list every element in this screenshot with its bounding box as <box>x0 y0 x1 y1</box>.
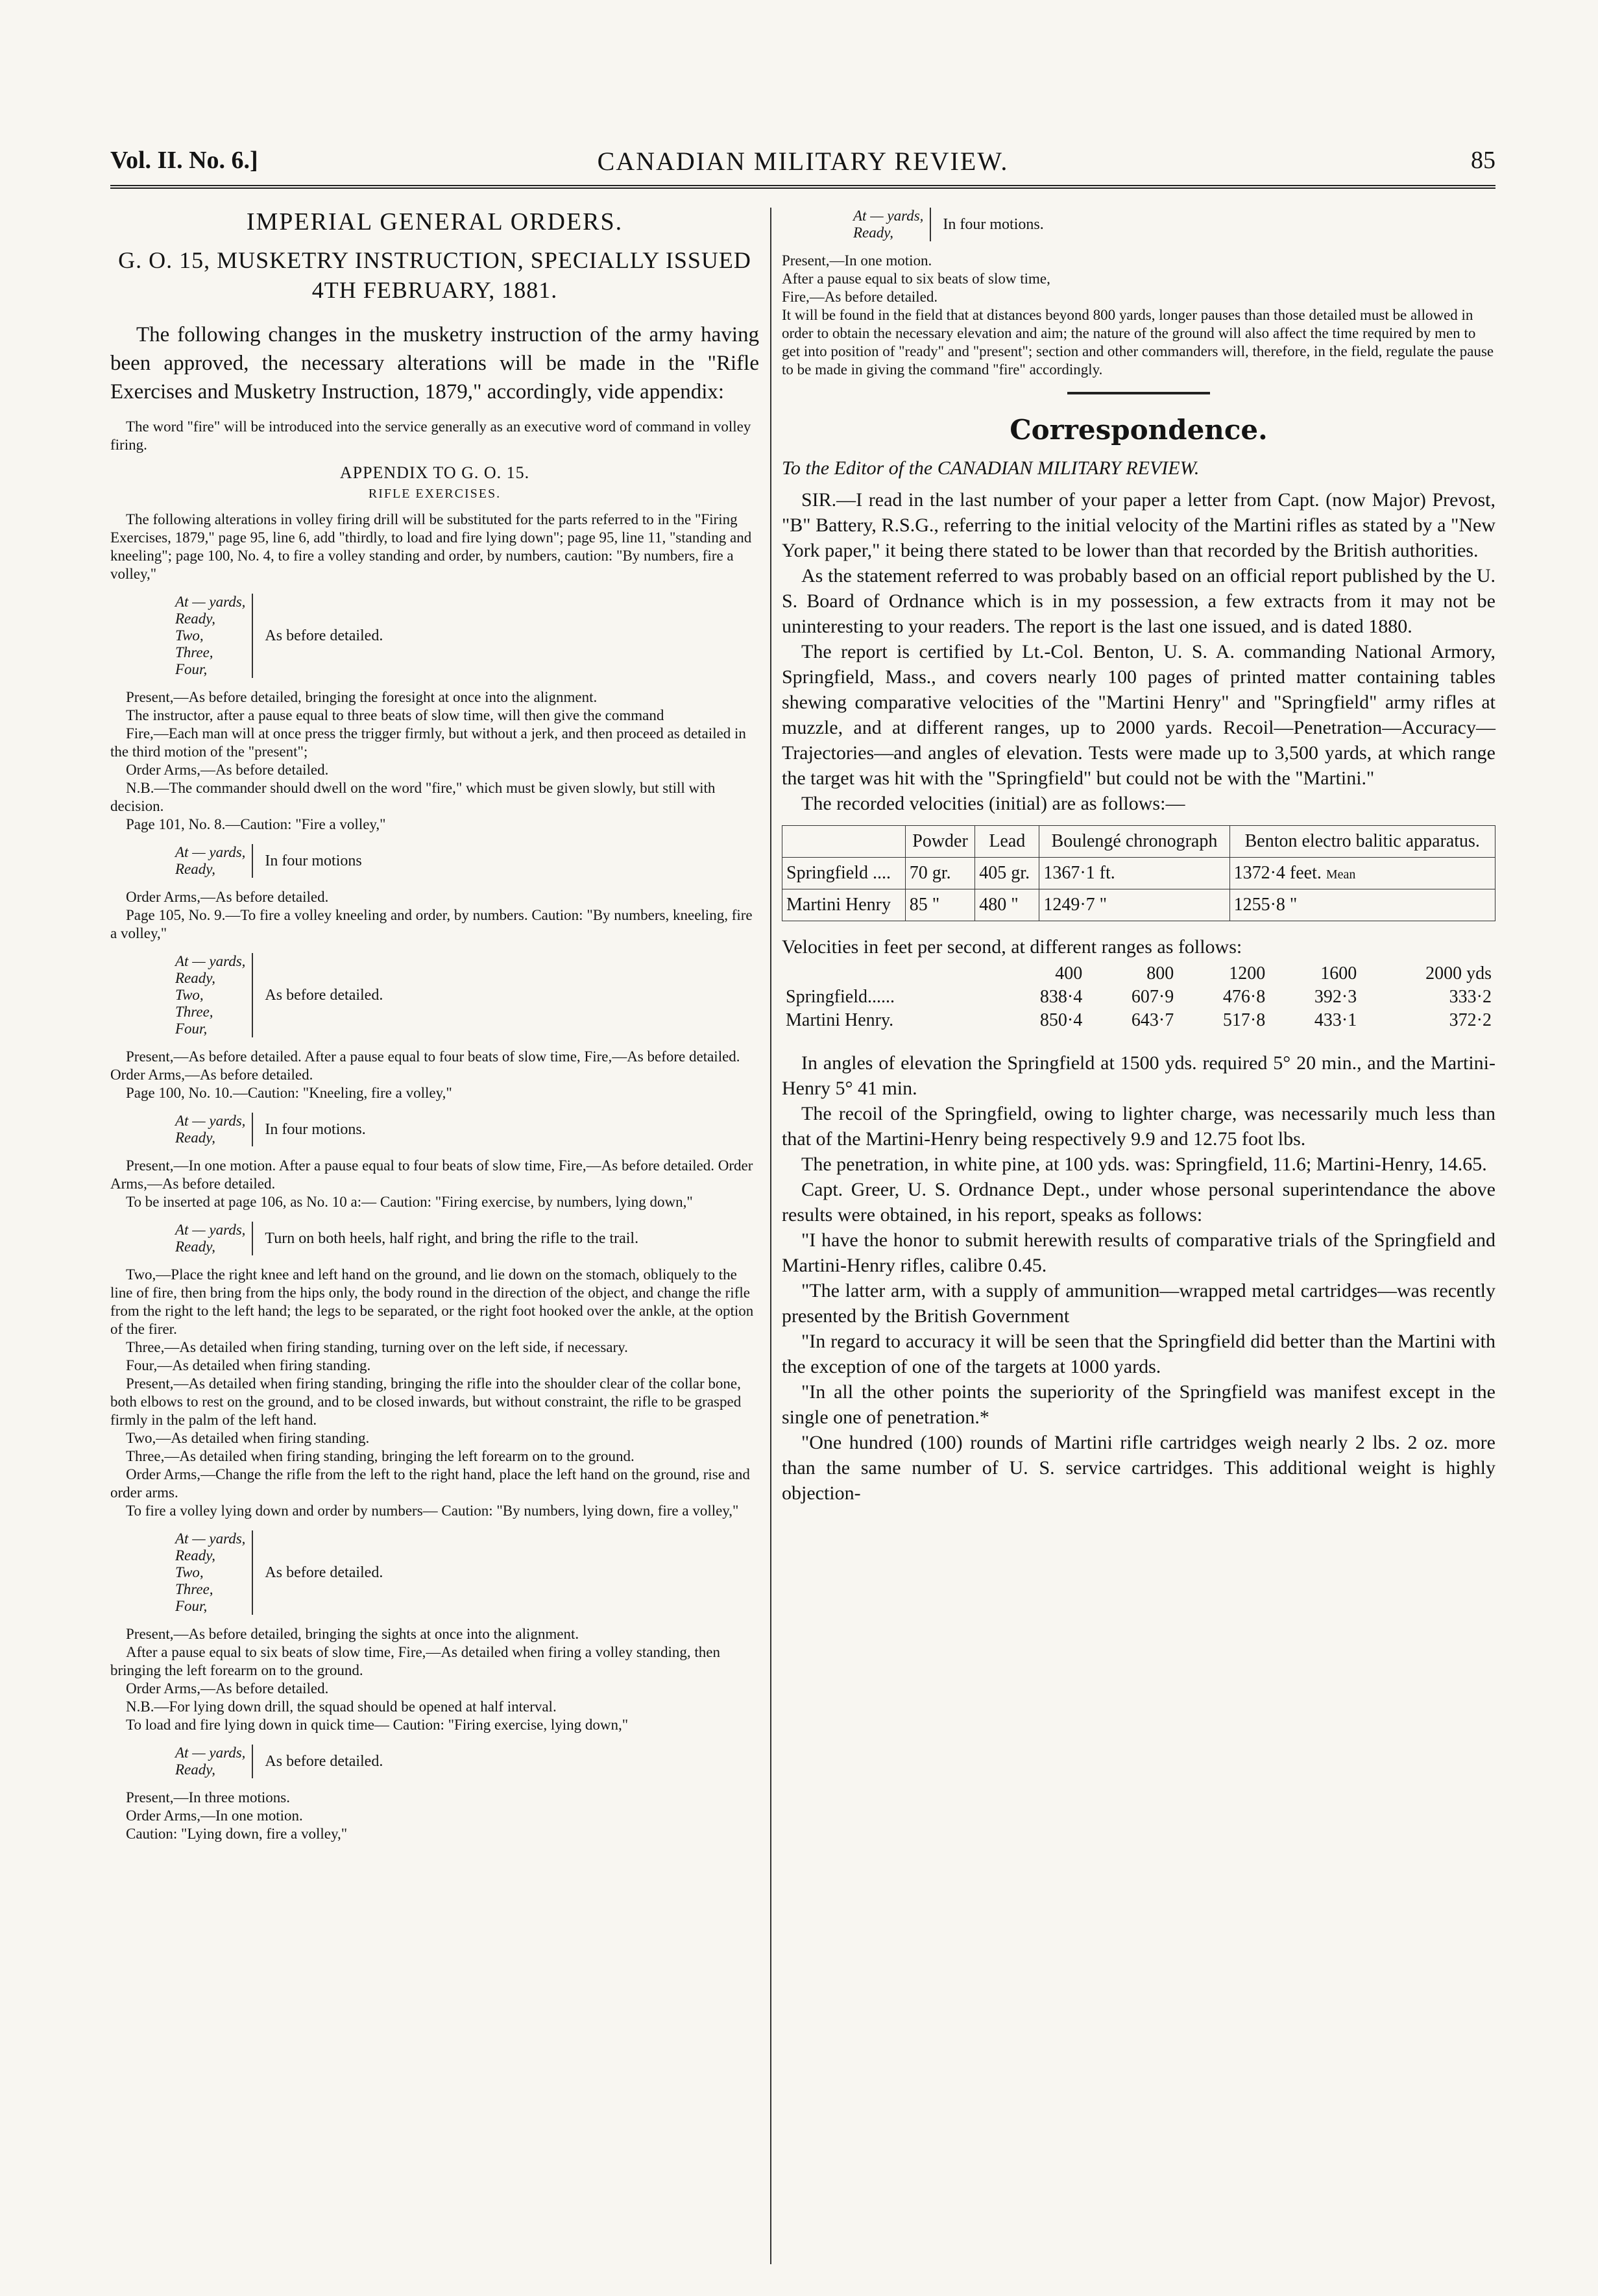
command-line: Ready, <box>175 1130 215 1146</box>
command-line: Two, <box>175 627 204 644</box>
table-header: 1200 <box>1229 963 1266 984</box>
letter-paragraph: "In regard to accuracy it will be seen that the Springfield did better than the Martini with the exception of one of the targets at 1000 yards. <box>782 1331 1495 1377</box>
paragraph: Present,—As before detailed. After a pause equal to four beats of slow time, Fire,—As before detailed. Order Arms,—As before detailed. <box>110 1048 740 1083</box>
command-note: In four motions. <box>943 215 1044 233</box>
table-cell: 850·4 <box>1039 1010 1083 1030</box>
letter-paragraph: "In all the other points the superiority of the Springfield was manifest except in the single one of penetration.* <box>782 1381 1495 1428</box>
command-line: Three, <box>175 644 213 660</box>
paragraph: Present,—In one motion. <box>782 252 932 269</box>
command-line: Ready, <box>175 1547 215 1564</box>
table-cell: 643·7 <box>1131 1010 1174 1030</box>
table-cell: 333·2 <box>1449 987 1492 1007</box>
left-column <box>110 208 759 1843</box>
table-header: 2000 yds <box>1425 963 1492 984</box>
table-cell: 392·3 <box>1314 987 1357 1007</box>
paragraph: Fire,—Each man will at once press the trigger firmly, but without a jerk, and then proceed as detailed in the third motion of the "present"; <box>110 725 746 760</box>
page-number: 85 <box>1471 147 1495 174</box>
table-cell: 476·8 <box>1222 987 1266 1007</box>
table-header: Lead <box>975 826 1039 858</box>
paragraph: Fire,—As before detailed. <box>782 289 938 305</box>
command-line: At — yards, <box>175 594 246 610</box>
command-lines <box>175 1113 253 1146</box>
table-row <box>782 1009 1495 1032</box>
table-cell: Springfield...... <box>786 987 895 1007</box>
command-lines <box>175 1530 253 1615</box>
table-cell: 480 " <box>975 889 1039 921</box>
journal-title: CANADIAN MILITARY REVIEW. <box>597 147 1009 176</box>
command-block <box>175 1222 759 1255</box>
paragraph: Order Arms,—As before detailed. <box>126 762 329 778</box>
table-header: 800 <box>1146 963 1174 984</box>
command-line: At — yards, <box>175 1113 246 1129</box>
table-header-row <box>782 826 1495 858</box>
paragraph: Order Arms,—As before detailed. <box>126 889 329 905</box>
paragraph: Order Arms,—Change the rifle from the left to the right hand, place the left hand on the ground, rise and order arms. <box>110 1466 750 1501</box>
paragraph: Present,—In one motion. After a pause equal to four beats of slow time, Fire,—As before detailed. Order Arms,—As before detailed. <box>110 1157 753 1192</box>
letter-paragraph: SIR.—I read in the last number of your paper a letter from Capt. (now Major) Prevost, "B" Battery, R.S.G., referring to the initial velocity of the Martini rifles as stated by a "New York paper," it being there stated to be lower than that recorded by the British authorities. <box>782 489 1495 561</box>
command-block <box>853 208 1495 241</box>
table-header: Powder <box>905 826 975 858</box>
table-cell: 1249·7 " <box>1039 889 1229 921</box>
paragraph: To be inserted at page 106, as No. 10 a:— Caution: "Firing exercise, by numbers, lying down," <box>126 1194 693 1210</box>
running-header <box>110 139 1495 189</box>
paragraph: It will be found in the field that at distances beyond 800 yards, longer pauses than those detailed must be allowed in order to obtain the necessary elevation and aim; the nature of the ground will also affect the time required by men to get into position of "ready" and "present"; section and other commanders will, therefore, in the field, regulate the pause to be made in giving the command "fire" accordingly. <box>782 307 1494 378</box>
paragraph: Present,—As detailed when firing standing, bringing the rifle into the shoulder clear of the collar bone, both elbows to rest on the ground, and to be closed inwards, but without constraint, the rifle to be grasped firmly in the palm of the left hand. <box>110 1375 742 1428</box>
paragraph: Present,—In three motions. <box>126 1789 290 1806</box>
paragraph: Four,—As detailed when firing standing. <box>126 1357 371 1373</box>
range-velocity-table <box>782 962 1495 1032</box>
paragraph: Two,—As detailed when firing standing. <box>126 1430 370 1446</box>
paragraph: After a pause equal to six beats of slow time, <box>782 271 1050 287</box>
table-header: 1600 <box>1320 963 1357 984</box>
paragraph: After a pause equal to six beats of slow time, Fire,—As detailed when firing a volley standing, then bringing the left forearm on to the ground. <box>110 1644 720 1678</box>
paragraph: Three,—As detailed when firing standing, turning over on the left side, if necessary. <box>126 1339 628 1355</box>
table-cell: Martini Henry. <box>786 1010 894 1030</box>
table-cell: 607·9 <box>1131 987 1174 1007</box>
command-note: As before detailed. <box>265 1564 383 1581</box>
command-lines <box>175 594 253 678</box>
table-cell: 1367·1 ft. <box>1039 858 1229 889</box>
command-line: Ready, <box>175 861 215 877</box>
command-note: As before detailed. <box>265 986 383 1004</box>
command-line: Three, <box>175 1581 213 1597</box>
table-header: 400 <box>1055 963 1083 984</box>
table-cell: 1255·8 " <box>1229 889 1495 921</box>
command-line: Four, <box>175 661 208 677</box>
command-line: At — yards, <box>853 208 924 224</box>
paragraph: N.B.—For lying down drill, the squad should be opened at half interval. <box>126 1698 557 1715</box>
letter-paragraph: In angles of elevation the Springfield at 1500 yds. required 5° 20 min., and the Martini-Henry 5° 41 min. <box>782 1052 1495 1099</box>
table-cell <box>1229 858 1495 889</box>
table-row <box>782 889 1495 921</box>
page <box>110 139 1495 2274</box>
table-header: Boulengé chronograph <box>1039 826 1229 858</box>
table-header: Benton electro balitic apparatus. <box>1229 826 1495 858</box>
letter-paragraph: The recorded velocities (initial) are as follows:— <box>801 793 1185 814</box>
command-line: At — yards, <box>175 1745 246 1761</box>
rifle-exercises-title: RIFLE EXERCISES. <box>368 487 502 501</box>
table-cell: 85 " <box>905 889 975 921</box>
command-line: Ready, <box>175 970 215 986</box>
letter-paragraph: Capt. Greer, U. S. Ordnance Dept., under whose personal superintendance the above results were obtained, in his report, speaks as follows: <box>782 1179 1495 1226</box>
paragraph: Order Arms,—In one motion. <box>126 1807 303 1824</box>
command-block <box>175 953 759 1037</box>
note-fire: The word "fire" will be introduced into the service generally as an executive word of command in volley firing. <box>110 418 751 453</box>
table-cell: 517·8 <box>1222 1010 1266 1030</box>
letter-paragraph: The recoil of the Springfield, owing to lighter charge, was necessarily much less than that of the Martini-Henry being respectively 9.9 and 12.75 foot lbs. <box>782 1103 1495 1150</box>
command-line: Two, <box>175 1564 204 1580</box>
letter-paragraph: The report is certified by Lt.-Col. Benton, U. S. A. commanding National Armory, Springfield, Mass., and covers nearly 100 pages of printed matter containing tables shewing comparative velocities of the "Martini Henry" and "Springfield" army rifles at muzzle, and at different ranges, up to 2000 yards. Recoil—Penetration—Accuracy—Trajectories—and angles of elevation. Tests were made up to 3,500 yards, at which range the target was hit with the "Springfield" but could not be with the "Martini." <box>782 641 1495 789</box>
table-cell: 433·1 <box>1314 1010 1357 1030</box>
command-line: Ready, <box>175 1239 215 1255</box>
table-cell: Martini Henry <box>782 889 906 921</box>
paragraph: Three,—As detailed when firing standing, bringing the left forearm on to the ground. <box>126 1448 635 1464</box>
command-block <box>175 594 759 678</box>
table-header <box>782 826 906 858</box>
command-line: Ready, <box>175 610 215 627</box>
paragraph: To load and fire lying down in quick time— Caution: "Firing exercise, lying down," <box>126 1717 629 1733</box>
paragraph: Two,—Place the right knee and left hand on the ground, and lie down on the stomach, obliquely to the line of fire, then bring from the hips only, the body round in the direction of the object, and change the rifle from the right to the left hand; the legs to be separated, or the right foot hooked over the ankle, at the option of the firer. <box>110 1266 754 1337</box>
command-line: Four, <box>175 1021 208 1037</box>
command-line: At — yards, <box>175 1530 246 1547</box>
appendix-title: APPENDIX TO G. O. 15. <box>339 463 530 482</box>
table-header <box>782 962 995 985</box>
command-note: As before detailed. <box>265 1752 383 1770</box>
command-line: Three, <box>175 1004 213 1020</box>
table-cell-value: 1372·4 feet. <box>1233 863 1322 883</box>
command-note: In four motions <box>265 852 362 869</box>
command-block <box>175 844 759 878</box>
initial-velocity-table <box>782 825 1495 921</box>
command-line: Ready, <box>175 1761 215 1778</box>
command-line: Two, <box>175 987 204 1003</box>
command-line: Ready, <box>853 224 893 241</box>
command-lines <box>175 1222 253 1255</box>
range-caption: Velocities in feet per second, at different ranges as follows: <box>782 936 1242 958</box>
side-label: Mean <box>1326 867 1356 882</box>
paragraph: The following alterations in volley firing drill will be substituted for the parts referred to in the "Firing Exercises, 1879," page 95, line 6, add "thirdly, to load and fire lying down"; page 95, line 11, "standing and kneeling"; page 100, No. 4, to fire a volley standing and order, by numbers, caution: "By numbers, fire a volley," <box>110 511 752 582</box>
command-note: In four motions. <box>265 1120 366 1138</box>
paragraph: Page 105, No. 9.—To fire a volley kneeling and order, by numbers. Caution: "By numbers, kneeling, fire a volley," <box>110 907 753 941</box>
paragraph: To fire a volley lying down and order by numbers— Caution: "By numbers, lying down, fire a volley," <box>126 1503 739 1519</box>
table-cell: 838·4 <box>1039 987 1083 1007</box>
table-row <box>782 858 1495 889</box>
command-line: At — yards, <box>175 1222 246 1238</box>
command-block <box>175 1745 759 1778</box>
editor-salutation: To the Editor of the CANADIAN MILITARY REVIEW. <box>782 457 1200 479</box>
command-lines <box>853 208 931 241</box>
command-line: Four, <box>175 1598 208 1614</box>
command-lines <box>175 953 253 1037</box>
command-line: At — yards, <box>175 844 246 860</box>
table-header-row <box>782 962 1495 985</box>
table-row <box>782 985 1495 1009</box>
command-note: Turn on both heels, half right, and bring the rifle to the trail. <box>265 1229 639 1247</box>
ornamental-divider <box>1067 392 1210 394</box>
paragraph: Present,—As before detailed, bringing the foresight at once into the alignment. <box>126 689 598 705</box>
letter-paragraph: "I have the honor to submit herewith results of comparative trials of the Springfield and Martini-Henry rifles, calibre 0.45. <box>782 1229 1495 1276</box>
command-lines <box>175 844 253 878</box>
column-rule <box>770 208 771 2264</box>
paragraph: Page 100, No. 10.—Caution: "Kneeling, fire a volley," <box>126 1085 452 1101</box>
general-order-title: G. O. 15, MUSKETRY INSTRUCTION, SPECIALLY ISSUED 4TH FEBRUARY, 1881. <box>118 247 751 303</box>
paragraph: Order Arms,—As before detailed. <box>126 1680 329 1697</box>
table-cell: Springfield .... <box>782 858 906 889</box>
table-cell: 70 gr. <box>905 858 975 889</box>
paragraph: Page 101, No. 8.—Caution: "Fire a volley," <box>126 816 386 832</box>
volume-label: Vol. II. No. 6.] <box>110 147 258 174</box>
right-column <box>782 208 1495 1506</box>
paragraph: Present,—As before detailed, bringing the sights at once into the alignment. <box>126 1626 579 1642</box>
command-block <box>175 1530 759 1615</box>
letter-paragraph: "One hundred (100) rounds of Martini rifle cartridges weigh nearly 2 lbs. 2 oz. more than the same number of U. S. service cartridges. This additional weight is highly objection- <box>782 1432 1495 1504</box>
paragraph: Caution: "Lying down, fire a volley," <box>126 1826 348 1842</box>
paragraph: The instructor, after a pause equal to three beats of slow time, will then give the command <box>126 707 664 723</box>
letter-paragraph: The penetration, in white pine, at 100 yds. was: Springfield, 11.6; Martini-Henry, 14.65. <box>801 1154 1487 1175</box>
table-cell: 405 gr. <box>975 858 1039 889</box>
intro-paragraph: The following changes in the musketry instruction of the army having been approved, the necessary alterations will be made in the "Rifle Exercises and Musketry Instruction, 1879," accordingly, vide appendix: <box>110 323 759 404</box>
letter-paragraph: As the statement referred to was probably based on an official report published by the U. S. Board of Ordnance which is in my possession, a few extracts from it may not be uninteresting to your readers. The report is the last one issued, and is dated 1880. <box>782 565 1495 637</box>
command-block <box>175 1113 759 1146</box>
command-lines <box>175 1745 253 1778</box>
command-line: At — yards, <box>175 953 246 969</box>
command-note: As before detailed. <box>265 627 383 644</box>
letter-paragraph: "The latter arm, with a supply of ammunition—wrapped metal cartridges—was recently presented by the British Government <box>782 1280 1495 1327</box>
correspondence-heading: Correspondence. <box>1010 414 1268 446</box>
section-heading: IMPERIAL GENERAL ORDERS. <box>246 208 623 236</box>
paragraph: N.B.—The commander should dwell on the word "fire," which must be given slowly, but still with decision. <box>110 780 716 814</box>
table-cell: 372·2 <box>1449 1010 1492 1030</box>
